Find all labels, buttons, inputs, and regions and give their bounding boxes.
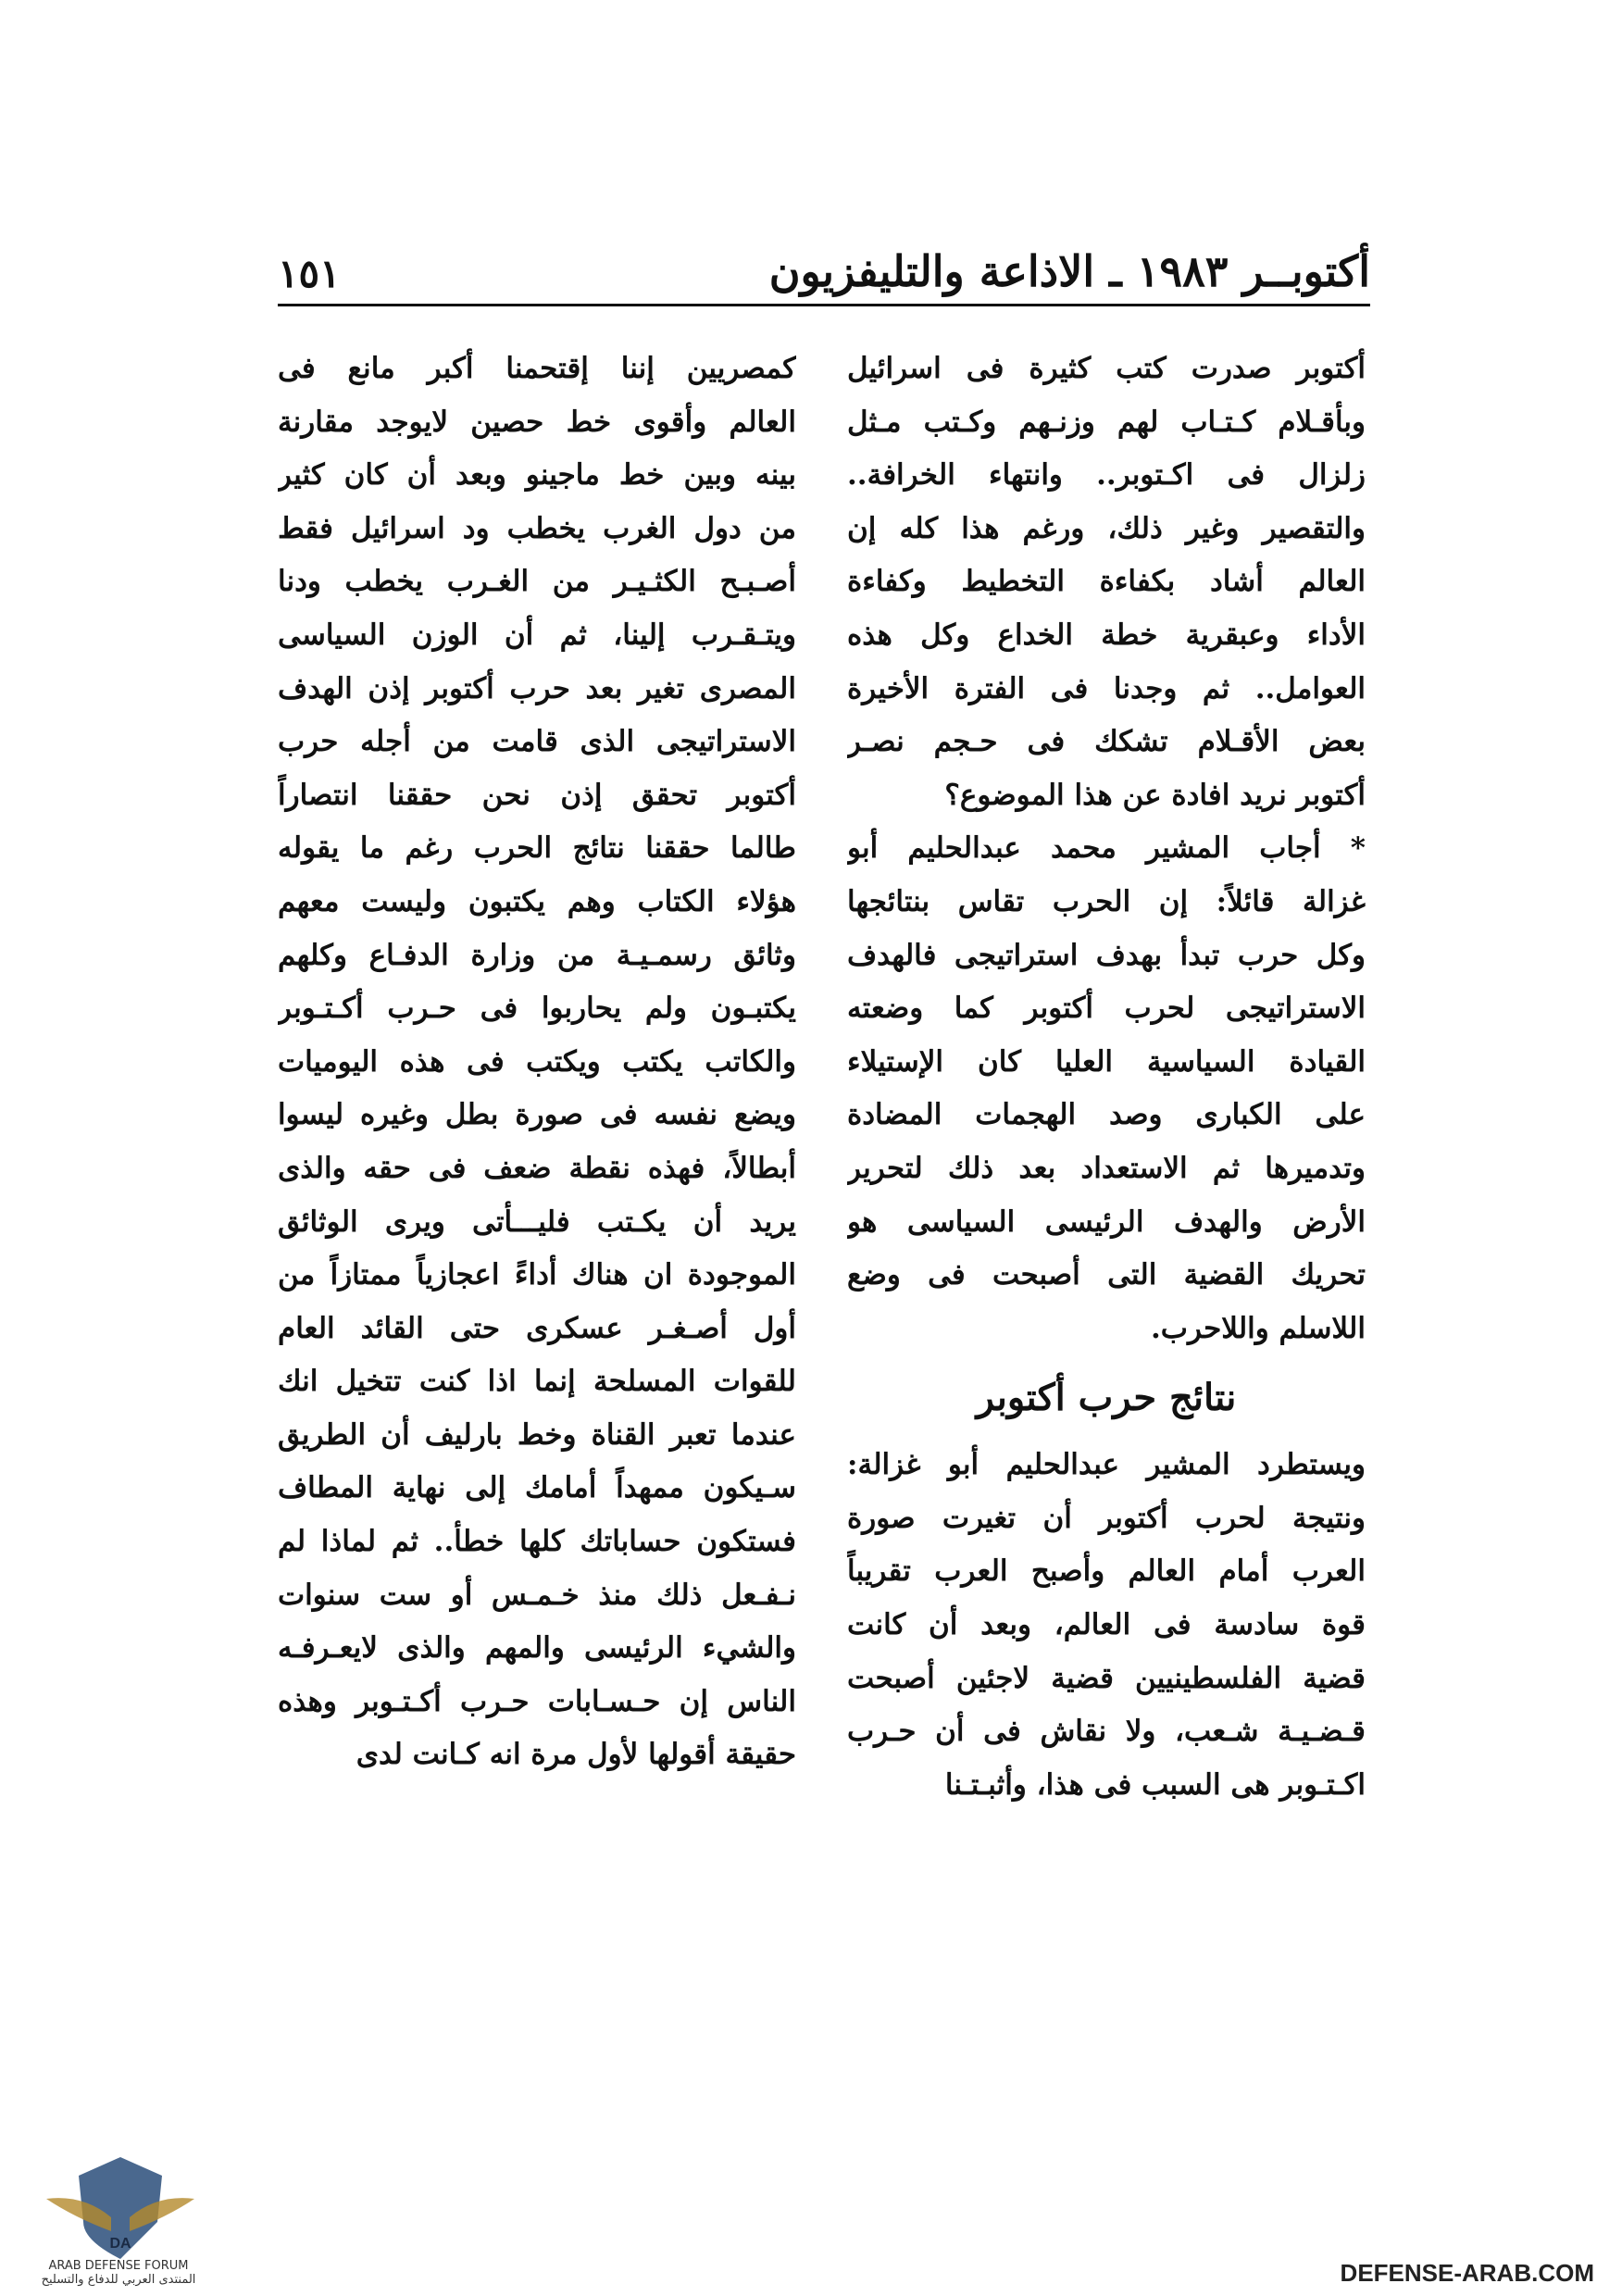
text-line: عندما تعبر القناة وخط بارليف أن الطريق (278, 1417, 796, 1452)
text-line: كمصريين إننا إقتحمنا أكبر مانع فى (278, 352, 796, 385)
text-line: ويضع نفسه فى صورة بطل وغيره ليسوا (278, 1098, 796, 1132)
text-line: القيادة السياسية العليا كان الإستيلاء (847, 1044, 1366, 1079)
logo-caption-ar: المنتدى العربي للدفاع والتسليح (41, 2273, 196, 2287)
text-line: يكتبـون ولم يحاربوا فى حـرب أكـتـوبر (278, 992, 796, 1026)
text-line: والشيء الرئيسى والمهم والذى لايعـرفـه (278, 1631, 796, 1666)
text-line: العالم وأقوى خط حصين لايوجد مقارنة (278, 405, 796, 439)
text-line: العرب أمام العالم وأصبح العرب تقريباً (847, 1554, 1366, 1589)
text-line: أول أصـغـر عسكرى حتى القائد العام (278, 1311, 796, 1345)
text-line: الاستراتيجى لحرب أكتوبر كما وضعته (847, 992, 1366, 1026)
text-line: أكتوبر صدرت كتب كثيرة فى اسرائيل (847, 352, 1366, 385)
text-line: قوة سادسة فى العالم، وبعد أن كانت (847, 1608, 1366, 1642)
text-line: وتدميرها ثم الاستعداد بعد ذلك لتحرير (847, 1151, 1366, 1185)
logo-caption-en: ARAB DEFENSE FORUM (48, 2259, 189, 2273)
text-line: يريد أن يكـتب فليـــأتى ويرى الوثائق (278, 1204, 796, 1239)
text-line: وثائق رسمـيـة من وزارة الدفـاع وكلهم (278, 938, 796, 972)
text-line: اللاسلم واللاحرب. (1151, 1311, 1366, 1345)
text-line: غزالة قائلاً: إن الحرب تقاس بنتائجها (847, 884, 1366, 918)
text-line: والتقصير وغير ذلك، ورغم هذا كله إن (847, 511, 1366, 545)
text-line: الأرض والهدف الرئيسى السياسى هو (847, 1204, 1366, 1239)
text-line: العوامل.. ثم وجدنا فى الفترة الأخيرة (847, 671, 1366, 705)
text-line: بعض الأقـلام تشكك فى حـجم نصـر (847, 725, 1366, 759)
text-line: هؤلاء الكتاب وهم يكتبون وليست معهم (278, 884, 796, 918)
text-line: وكل حرب تبدأ بهدف استراتيجى فالهدف (847, 938, 1366, 972)
text-line: نـفـعل ذلك منذ خـمـس أو ست سنوات (278, 1578, 796, 1612)
text-line: زلزال فى اكـتوبر.. وانتهاء الخرافة.. (847, 458, 1366, 493)
text-line: على الكبارى وصد الهجمات المضادة (847, 1098, 1366, 1132)
running-header (278, 231, 1370, 306)
text-line: من دول الغرب يخطب ود اسرائيل فقط (278, 511, 796, 545)
page-number: ١٥١ (278, 251, 341, 296)
logo-caption (17, 2259, 220, 2287)
text-line: فستكون حساباتك كلها خطأ.. ثم لماذا لم (278, 1525, 796, 1559)
text-line: ونتيجة لحرب أكتوبر أن تغيرت صورة (847, 1501, 1366, 1535)
text-line: أكتوبر تحقق إذن نحن حققنا انتصاراً (278, 778, 796, 812)
logo-mark: DA (109, 2236, 131, 2252)
text-line: طالما حققنا نتائج الحرب رغم ما يقوله (278, 831, 796, 866)
text-line: الموجودة ان هناك أداءً اعجازياً ممتازاً من (278, 1258, 796, 1292)
text-line: سـيكون ممهداً أمامك إلى نهاية المطاف (278, 1471, 796, 1505)
text-column-right (847, 343, 1366, 1812)
text-line: ويستطرد المشير عبدالحليم أبو غزالة: (847, 1448, 1366, 1482)
text-line: العالم أشاد بكفاءة التخطيط وكفاءة (847, 565, 1366, 599)
section-heading: نتائج حرب أكتوبر (976, 1376, 1237, 1420)
site-stamp: DEFENSE-ARAB.COM (1340, 2259, 1594, 2287)
text-column-left (278, 343, 796, 1782)
text-line: ويتـقـرب إلينا، ثم أن الوزن السياسى (278, 618, 796, 652)
text-line: الاستراتيجى الذى قامت من أجله حرب (278, 725, 796, 759)
text-line: أصـبـح الكثـيـر من الغـرب يخطب ودنا (278, 565, 796, 599)
text-line: * أجاب المشير محمد عبدالحليم أبو (847, 831, 1366, 866)
text-line: والكاتب يكتب ويكتب فى هذه اليوميات (278, 1044, 796, 1079)
text-line: أبطالاً، فهذه نقطة ضعف فى حقه والذى (278, 1151, 796, 1185)
text-line: وبأقـلام كـتـاب لهم وزنـهم وكـتب مـثل (847, 405, 1366, 439)
text-line: قـضـيـة شـعب، ولا نقاش فى أن حـرب (847, 1715, 1366, 1749)
text-line: حقيقة أقولها لأول مرة انه كـانت لدى (356, 1738, 796, 1772)
text-line: الأداء وعبقرية خطة الخداع وكل هذه (847, 618, 1366, 652)
text-line: قضية الفلسطينيين قضية لاجئين أصبحت (847, 1661, 1366, 1695)
text-line: اكـتـوبر هى السبب فى هذا، وأثبـتـنا (944, 1767, 1366, 1802)
text-line: بينه وبين خط ماجينو وبعد أن كان كثير (278, 458, 796, 493)
text-line: أكتوبر نريد افادة عن هذا الموضوع؟ (944, 778, 1366, 812)
text-line: الناس إن حـسـابات حـرب أكـتـوبر وهذه (278, 1684, 796, 1718)
header-title: أكتوبــر ١٩٨٣ ـ الاذاعة والتليفزيون (768, 246, 1370, 296)
text-line: المصرى تغير بعد حرب أكتوبر إذن الهدف (278, 671, 796, 705)
text-line: تحريك القضية التى أصبحت فى وضع (847, 1258, 1366, 1292)
text-line: للقوات المسلحة إنما اذا كنت تتخيل انك (278, 1365, 796, 1399)
